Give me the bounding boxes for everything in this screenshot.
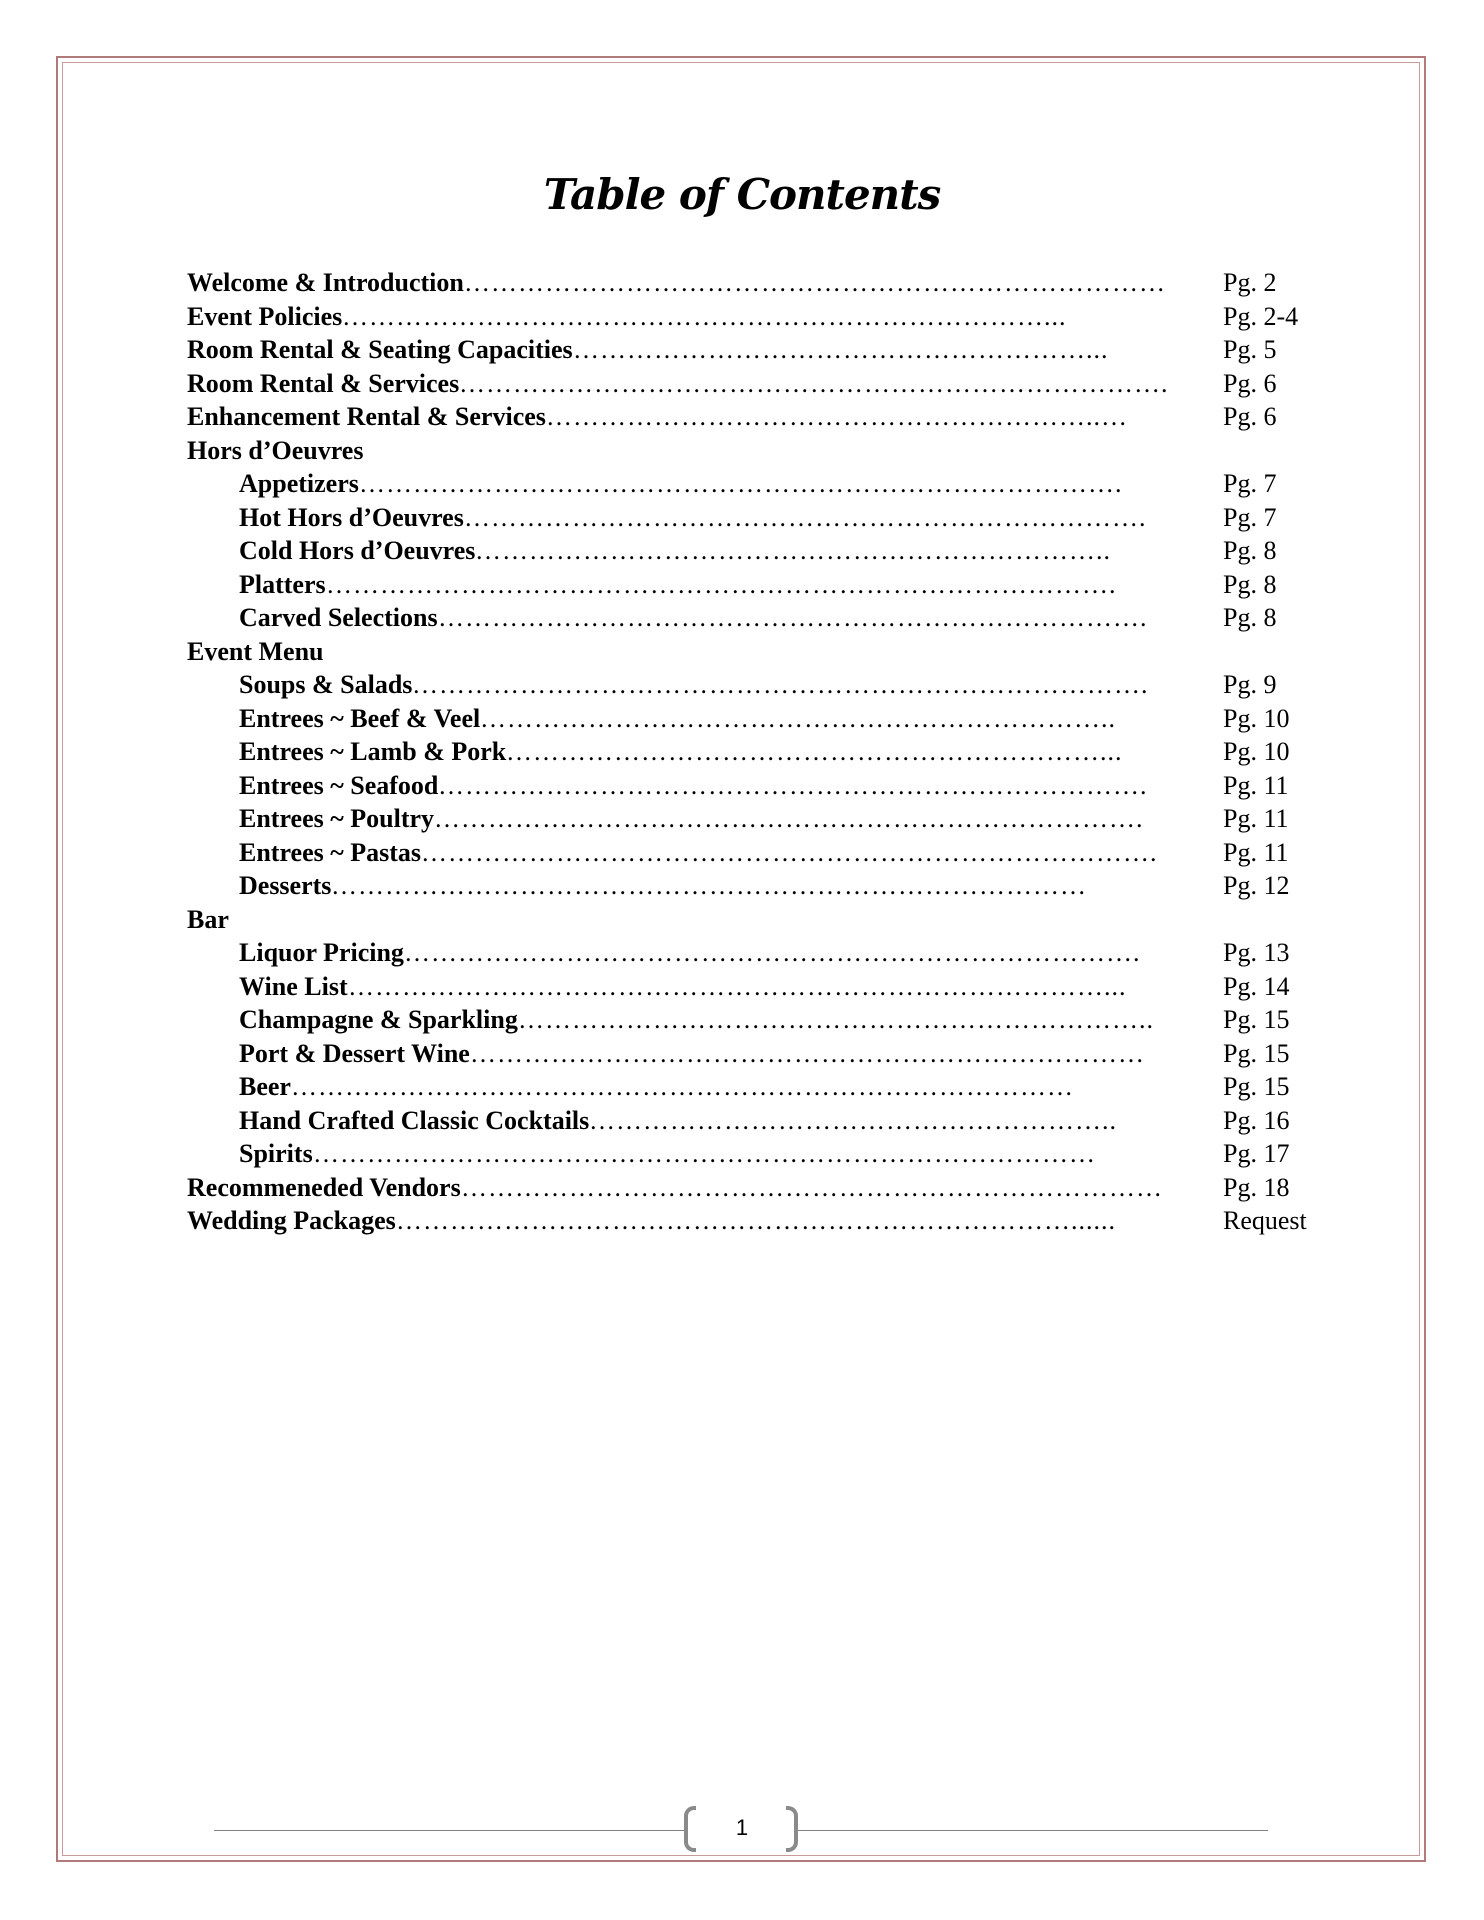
toc-subentry-label: Entrees ~ Pastas: [239, 837, 422, 867]
toc-subentry-label: Entrees ~ Seafood: [239, 770, 439, 800]
toc-entry: [187, 601, 1327, 635]
toc-entry: [187, 1003, 1327, 1037]
toc-page-ref: Pg. 8: [1223, 569, 1277, 599]
toc-subentry-label: Liquor Pricing: [239, 938, 404, 967]
toc-entry: [187, 1070, 1327, 1104]
toc-subentry-label: Cold Hors d’Oeuvres: [239, 536, 476, 565]
toc-dot-leader: ……………………………………………………………………: [461, 1172, 1163, 1202]
toc-entry: [187, 836, 1327, 870]
toc-entry: [187, 467, 1327, 501]
toc-dot-leader: ……………………………………………………………………………: [313, 1139, 1096, 1168]
toc-dot-leader: ……………………………………………………………..: [518, 1005, 1154, 1034]
toc-subentry-label: Champagne & Sparkling: [239, 1005, 518, 1034]
toc-dot-leader: …………………………………………………………………….: [459, 368, 1169, 398]
toc-subentry-label: Wine List: [239, 971, 348, 1001]
footer-bracket-right: [786, 1806, 798, 1852]
toc-subentry-label: Desserts: [239, 871, 332, 900]
toc-page-ref: Pg. 11: [1223, 804, 1289, 833]
toc-entry-label: Room Rental & Services: [187, 368, 460, 398]
toc-entry-label: Wedding Packages: [187, 1206, 396, 1235]
toc-dot-leader: ……………………………………………………………………: [464, 268, 1166, 297]
toc-entry: [187, 903, 1327, 937]
toc-entry: [187, 1171, 1327, 1205]
toc-page-ref: Pg. 15: [1223, 1005, 1290, 1034]
toc-entry: [187, 367, 1327, 401]
toc-entry: [187, 970, 1327, 1004]
toc-entry: [187, 1137, 1327, 1171]
toc-entry: [187, 568, 1327, 602]
toc-page-ref: Pg. 12: [1223, 871, 1290, 900]
footer-bracket-left: [684, 1806, 696, 1852]
toc-page-ref: Pg. 11: [1223, 837, 1289, 867]
toc-dot-leader: ……………………………………………………………………….: [412, 670, 1149, 699]
toc-subentry-label: Beer: [239, 1072, 291, 1101]
toc-subentry-label: Spirits: [239, 1139, 313, 1168]
toc-page-ref: Pg. 5: [1223, 335, 1277, 364]
toc-dot-leader: …………………………………………………..: [589, 1105, 1117, 1135]
toc-dot-leader: …………………………………………………………………….: [438, 603, 1148, 632]
toc-entry: [187, 501, 1327, 535]
toc-entry: [187, 702, 1327, 736]
toc-subentry-label: Hand Crafted Classic Cocktails: [239, 1105, 590, 1135]
toc-subentry-label: Entrees ~ Poultry: [239, 804, 435, 833]
toc-page-ref: Pg. 9: [1223, 670, 1277, 699]
toc-entry: [187, 769, 1327, 803]
toc-entry-label: Event Policies: [187, 301, 343, 331]
toc-page-ref: Pg. 8: [1223, 536, 1277, 565]
toc-dot-leader: …………………………………………………...: [573, 335, 1109, 364]
toc-entry: [187, 400, 1327, 434]
toc-entry: [187, 300, 1327, 334]
toc-entry-label: Welcome & Introduction: [187, 268, 464, 297]
toc-page-ref: Pg. 7: [1223, 469, 1277, 498]
toc-subentry-label: Platters: [239, 569, 326, 599]
toc-subentry-label: Entrees ~ Lamb & Pork: [239, 737, 507, 766]
toc-entry-label: Enhancement Rental & Services: [187, 402, 546, 431]
toc-page-ref: Pg. 16: [1223, 1105, 1290, 1135]
toc-entry: [187, 1037, 1327, 1071]
toc-subentry-label: Entrees ~ Beef & Veel: [239, 703, 481, 733]
toc-entry: [187, 1204, 1327, 1238]
toc-dot-leader: …………………………………………………………………………….: [326, 569, 1117, 599]
toc-page-ref: Pg. 8: [1223, 603, 1277, 632]
toc-entry: [187, 869, 1327, 903]
toc-dot-leader: …………………………………………………………...: [506, 737, 1123, 766]
toc-page-ref: Request: [1223, 1206, 1307, 1235]
toc-dot-leader: ………………………………………………………………….: [464, 502, 1147, 532]
toc-entry: [187, 534, 1327, 568]
toc-entry: [187, 735, 1327, 769]
footer-rule-right: [798, 1830, 1268, 1831]
toc-entry-label: Recommeneded Vendors: [187, 1172, 461, 1202]
toc-dot-leader: ……………………………………………………………………….: [404, 938, 1141, 967]
toc-dot-leader: ……………………………………………………………………...: [342, 301, 1067, 331]
toc-page-ref: Pg. 17: [1223, 1139, 1290, 1168]
toc-page-ref: Pg. 15: [1223, 1072, 1290, 1101]
toc-entry: [187, 434, 1327, 468]
toc-dot-leader: …………………………………………………………………….: [438, 770, 1148, 800]
toc-entry: [187, 668, 1327, 702]
toc-page-ref: Pg. 18: [1223, 1172, 1290, 1202]
toc-entry: [187, 802, 1327, 836]
toc-page-ref: Pg. 6: [1223, 402, 1277, 431]
toc-dot-leader: ……………………………………………………………..: [480, 703, 1116, 733]
toc-dot-leader: ……………………………………………………………..: [475, 536, 1111, 565]
toc-page-ref: Pg. 2: [1223, 268, 1277, 297]
toc-subentry-label: Appetizers: [239, 469, 359, 498]
toc-page-ref: Pg. 10: [1223, 737, 1290, 766]
footer-page-number: 1: [735, 1815, 749, 1840]
toc-page-ref: Pg. 6: [1223, 368, 1277, 398]
toc-dot-leader: …………………………………………………………………….: [434, 804, 1144, 833]
toc-subentry-label: Carved Selections: [239, 603, 438, 632]
toc-page-ref: Pg. 7: [1223, 502, 1277, 532]
toc-subentry-label: Soups & Salads: [239, 670, 413, 699]
toc-entry: [187, 1104, 1327, 1138]
toc-dot-leader: …………………………………………………………………………: [331, 871, 1087, 900]
toc-page-ref: Pg. 15: [1223, 1038, 1290, 1068]
toc-entry-label: Room Rental & Seating Capacities: [187, 335, 573, 364]
footer-rule-left: [214, 1830, 684, 1831]
toc-page-ref: Pg. 13: [1223, 938, 1290, 967]
toc-page-ref: Pg. 10: [1223, 703, 1290, 733]
toc-dot-leader: ……………………………………………………..…: [546, 402, 1128, 431]
toc-page-ref: Pg. 14: [1223, 971, 1290, 1001]
toc-entry: [187, 936, 1327, 970]
toc-dot-leader: …………………………………………………………………………...: [348, 971, 1127, 1001]
toc-dot-leader: …………………………………………………………………: [470, 1038, 1145, 1068]
toc-subentry-label: Port & Dessert Wine: [239, 1038, 470, 1068]
toc-entry: [187, 635, 1327, 669]
page-title: Table of Contents: [543, 170, 941, 219]
toc-subentry-label: Hot Hors d’Oeuvres: [239, 502, 464, 532]
toc-entry-label: Bar: [187, 904, 229, 934]
toc-entry-label: Hors d’Oeuvres: [187, 435, 364, 465]
toc-dot-leader: …………………………………………………………………......: [396, 1206, 1116, 1235]
table-of-contents: [187, 266, 1327, 1238]
toc-dot-leader: ……………………………………………………………………………: [291, 1072, 1074, 1101]
toc-entry: [187, 266, 1327, 300]
toc-entry-label: Event Menu: [187, 636, 324, 666]
toc-page-ref: Pg. 2-4: [1223, 301, 1299, 331]
toc-entry: [187, 333, 1327, 367]
toc-dot-leader: ………………………………………………………………………….: [359, 469, 1123, 498]
toc-page-ref: Pg. 11: [1223, 770, 1289, 800]
toc-dot-leader: ……………………………………………………………………….: [421, 837, 1158, 867]
